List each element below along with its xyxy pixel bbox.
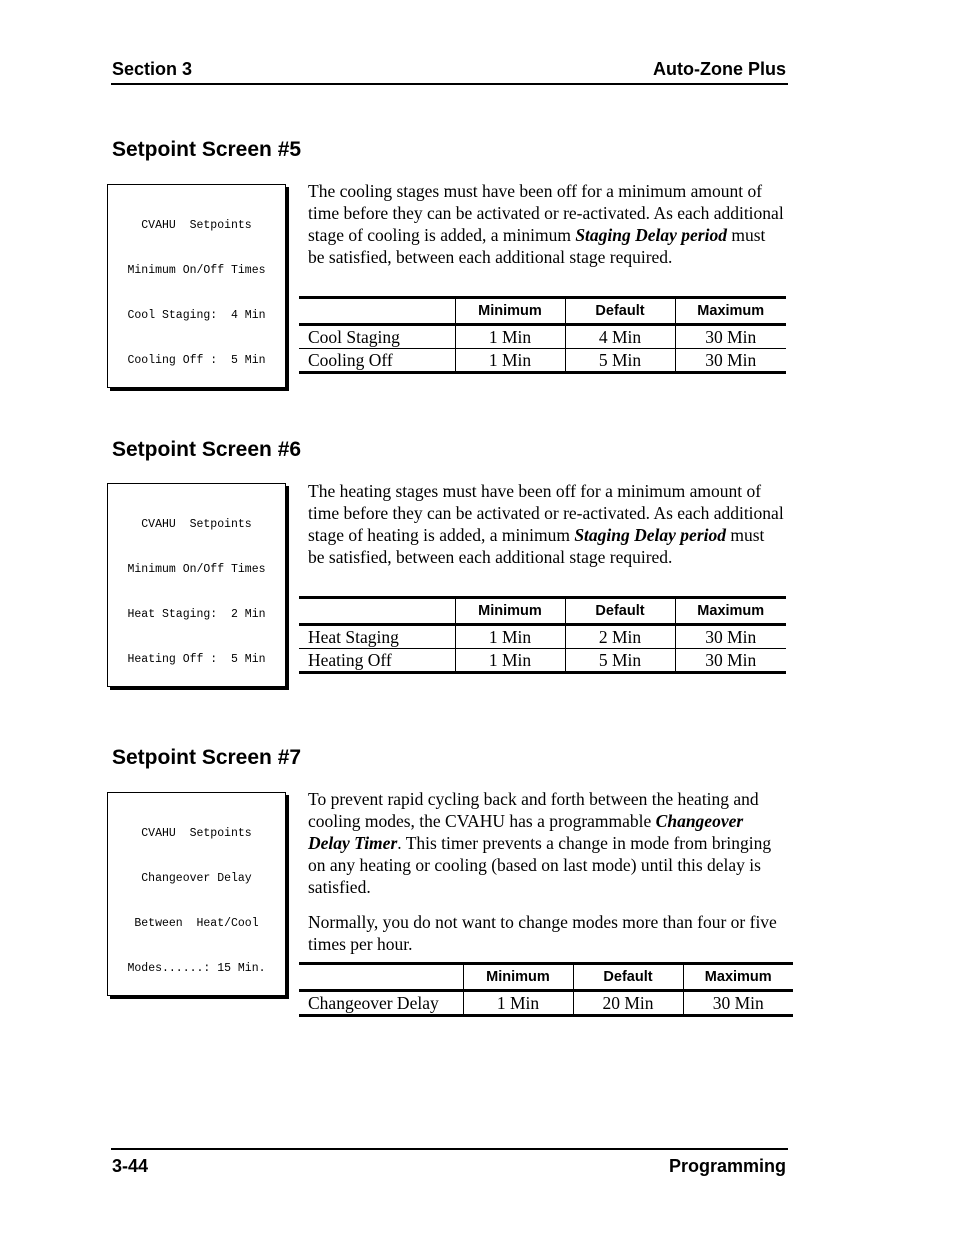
description-text: must be satisfied, between each additional stage required.: [308, 525, 765, 567]
screen7-limits-table: [299, 962, 793, 1017]
lcd-line: Modes......: 15 Min.: [127, 962, 266, 975]
maximum-header: Maximum: [683, 964, 793, 991]
minimum-value: 1 Min: [455, 649, 565, 673]
blank-header: [299, 298, 455, 325]
table-header-row: [299, 598, 786, 625]
default-value: 2 Min: [565, 625, 675, 649]
minimum-value: 1 Min: [455, 625, 565, 649]
row-label: Changeover Delay: [299, 991, 463, 1016]
table-row: [299, 991, 793, 1016]
default-header: Default: [565, 298, 675, 325]
row-label: Cooling Off: [299, 349, 455, 373]
description-emphasis: Staging Delay period: [574, 525, 726, 545]
screen6-limits-table: [299, 596, 786, 674]
description-emphasis: Changeover Delay Timer: [308, 811, 744, 853]
lcd-line: Cooling Off : 5 Min: [127, 354, 266, 367]
lcd-line: Cool Staging: 4 Min: [127, 309, 266, 322]
screen7-description: [308, 788, 784, 898]
description-text: To prevent rapid cycling back and forth between the heating and cooling modes, the CVAHU has a programmable: [308, 789, 759, 831]
minimum-header: Minimum: [455, 298, 565, 325]
screen5-limits-table: [299, 296, 786, 374]
lcd-line: CVAHU Setpoints: [141, 518, 252, 531]
lcd-line: CVAHU Setpoints: [141, 827, 252, 840]
maximum-value: 30 Min: [675, 649, 786, 673]
table-header-row: [299, 298, 786, 325]
row-label: Heat Staging: [299, 625, 455, 649]
minimum-value: 1 Min: [455, 349, 565, 373]
description-emphasis: Staging Delay period: [575, 225, 727, 245]
row-label: Cool Staging: [299, 325, 455, 349]
lcd-line: Heating Off : 5 Min: [127, 653, 266, 666]
screen7-note: Normally, you do not want to change modes more than four or five times per hour.: [308, 912, 777, 954]
default-header: Default: [565, 598, 675, 625]
minimum-header: Minimum: [463, 964, 573, 991]
table-row: [299, 349, 786, 373]
description-text: must be satisfied, between each additional stage required.: [308, 225, 766, 267]
description-text: The heating stages must have been off for a minimum amount of time before they can be activated or re-activated. As each additional stage of heating is added, a minimum: [308, 481, 784, 545]
minimum-value: 1 Min: [455, 325, 565, 349]
page-number: 3-44: [112, 1156, 149, 1176]
manual-title: Auto-Zone Plus: [653, 59, 786, 79]
default-value: 4 Min: [565, 325, 675, 349]
blank-header: [299, 964, 463, 991]
screen5-description: [308, 180, 784, 268]
lcd-line: Changeover Delay: [141, 872, 252, 885]
maximum-value: 30 Min: [675, 625, 786, 649]
blank-header: [299, 598, 455, 625]
maximum-header: Maximum: [675, 598, 786, 625]
description-text: . This timer prevents a change in mode from bringing on any heating or cooling (based on last mode) until this delay is satisfied.: [308, 833, 772, 897]
maximum-value: 30 Min: [675, 325, 786, 349]
maximum-value: 30 Min: [683, 991, 793, 1016]
screen6-description: [308, 480, 784, 568]
row-label: Heating Off: [299, 649, 455, 673]
minimum-value: 1 Min: [463, 991, 573, 1016]
lcd-line: Heat Staging: 2 Min: [127, 608, 266, 621]
screen5-heading: Setpoint Screen #5: [112, 138, 302, 161]
screen5-lcd-display: [107, 184, 286, 388]
table-row: [299, 649, 786, 673]
section-label: Section 3: [112, 59, 193, 79]
screen7-heading: Setpoint Screen #7: [112, 746, 302, 769]
description-text: The cooling stages must have been off for a minimum amount of time before they can be activated or re-activated. As each additional stage of cooling is added, a minimum: [308, 181, 784, 245]
lcd-line: CVAHU Setpoints: [141, 219, 252, 232]
screen7-lcd-display: [107, 792, 286, 996]
default-value: 5 Min: [565, 349, 675, 373]
table-row: [299, 325, 786, 349]
table-row: [299, 625, 786, 649]
lcd-line: Minimum On/Off Times: [127, 563, 266, 576]
chapter-title: Programming: [668, 1156, 786, 1176]
default-value: 20 Min: [573, 991, 683, 1016]
header-rule: [111, 83, 788, 85]
maximum-header: Maximum: [675, 298, 786, 325]
table-header-row: [299, 964, 793, 991]
footer-rule: [111, 1148, 788, 1150]
screen6-heading: Setpoint Screen #6: [112, 438, 302, 461]
default-header: Default: [573, 964, 683, 991]
screen6-lcd-display: [107, 483, 286, 687]
lcd-line: Minimum On/Off Times: [127, 264, 266, 277]
default-value: 5 Min: [565, 649, 675, 673]
minimum-header: Minimum: [455, 598, 565, 625]
lcd-line: Between Heat/Cool: [134, 917, 259, 930]
maximum-value: 30 Min: [675, 349, 786, 373]
